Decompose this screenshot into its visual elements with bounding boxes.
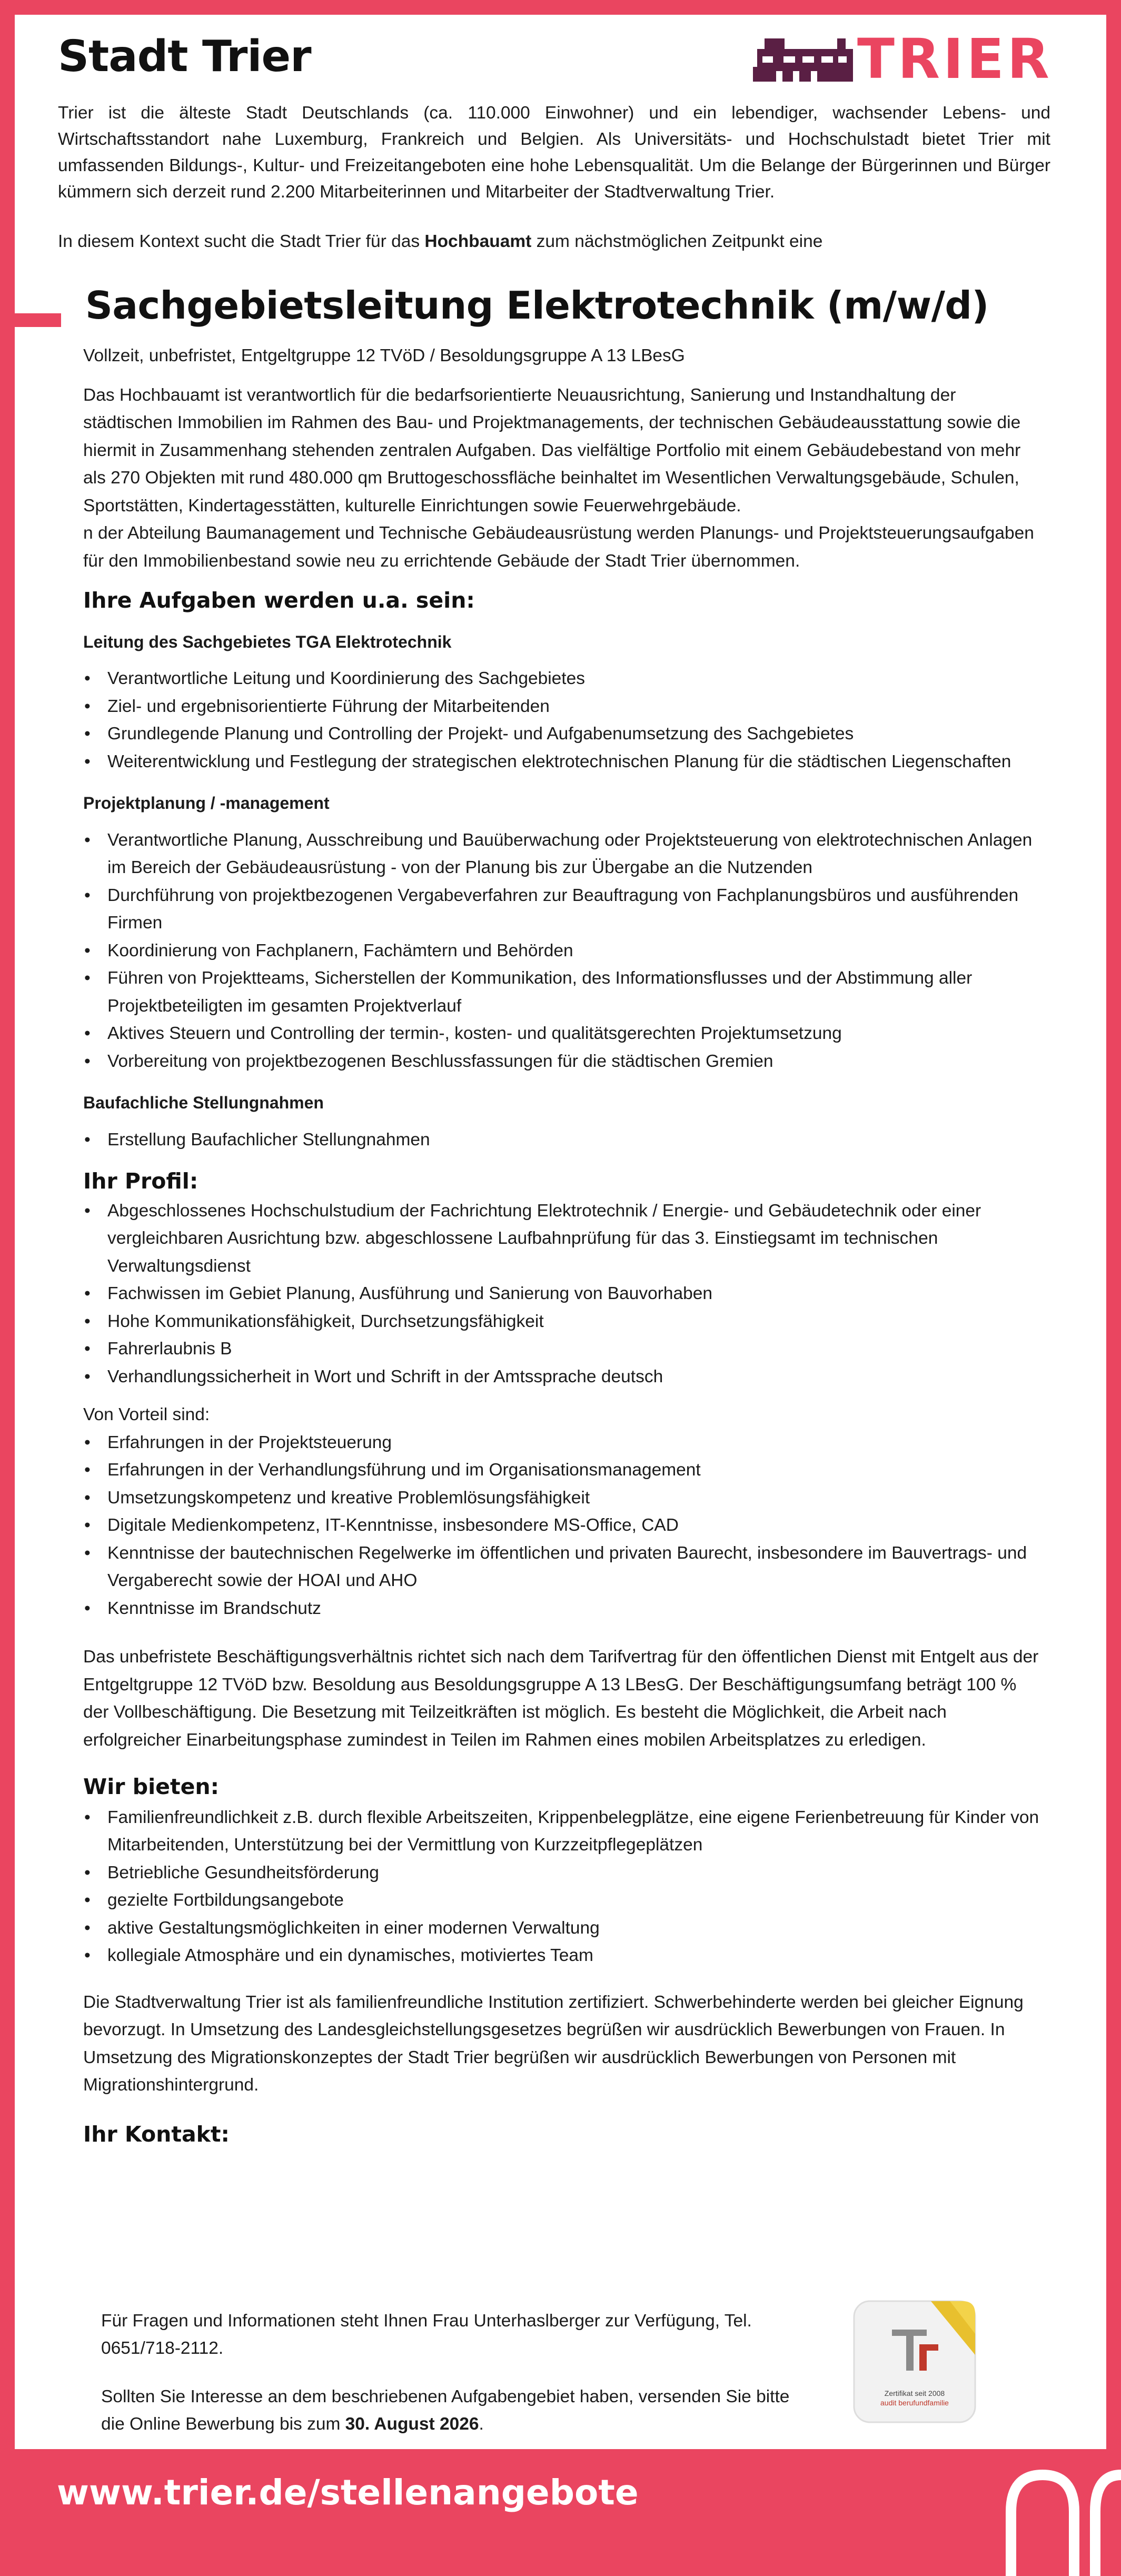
advantage-label: Von Vorteil sind: [83,1405,210,1424]
list-item: • Vorbereitung von projektbezogenen Beschlussfassungen für die städtischen Gremien [83,1048,1041,1076]
tasks-group-heading: Baufachliche Stellungnahmen [83,1093,324,1112]
profile-list [83,1197,1041,1391]
list-item: • Kenntnisse der bautechnischen Regelwerke im öffentlichen und privaten Baurecht, insbesondere im Bauvertrags- und Vergaberecht sowie der HOAI und AHO [83,1540,1041,1595]
department-name: Hochbauamt [424,232,532,251]
job-description: Das Hochbauamt ist verantwortlich für die bedarfsorientierte Neuausrichtung, Sanierung und Instandhaltung der städtischen Immobilien im Rahmen des Bau- und Projektmanagements, der technischen Gebäudeausstattung sowie die hiermit in Zusammenhang stehenden zentralen Aufgaben. Das vielfältige Portfolio mit einem Gebäudebestand von mehr als 270 Objekten mit rund 480.000 qm Bruttogeschossfläche beinhaltet im Wesentlichen Verwaltungsgebäude, Schulen, Sportstätten, Kindertagesstätten, kulturelle Einrichtungen sowie Feuerwehrgebäude. [83,385,1021,516]
list-item: • Hohe Kommunikationsfähigkeit, Durchsetzungsfähigkeit [83,1308,1041,1336]
equality-statement: Die Stadtverwaltung Trier ist als familienfreundliche Institution zertifiziert. Schwerbehinderte werden bei gleicher Eignung bevorzugt. In Umsetzung des Landesgleichstellungsgesetzes begrüßen wir ausdrücklich Bewerbungen von Frauen. In Umsetzung des Migrationskonzeptes der Stadt Trier begrüßen wir ausdrücklich Bewerbungen von Personen mit Migrationshintergrund. [83,1992,1024,2095]
list-item: • gezielte Fortbildungsangebote [83,1887,1041,1915]
career-page-link[interactable]: www.trier.de/stellenangebote [57,2472,639,2513]
tasks-list-project [83,827,1041,1076]
tasks-group-heading: Projektplanung / -management [83,794,330,813]
advantage-list [83,1429,1041,1623]
intro-search-sentence: In diesem Kontext sucht die Stadt Trier für das Hochbauamt zum nächstmöglichen Zeitpunkt eine [58,232,823,251]
list-item: • Erstellung Baufachlicher Stellungnahmen [83,1126,1041,1154]
certificate-line-2: audit berufundfamilie [880,2399,949,2407]
title-accent-bar [0,313,61,327]
tasks-list-leadership [83,665,1041,776]
list-item: • Verhandlungssicherheit in Wort und Schrift in der Amtssprache deutsch [83,1363,1041,1391]
contact-info: Für Fragen und Informationen steht Ihnen Frau Unterhaslberger zur Verfügung, Tel. 0651/718-2112. [101,2311,752,2358]
porta-nigra-icon [753,29,853,87]
tasks-group-heading: Leitung des Sachgebietes TGA Elektrotechnik [83,632,452,651]
list-item: • Führen von Projektteams, Sicherstellen der Kommunikation, des Informationsflusses und der Abstimmung aller Projektbeteiligten im gesamten Projektverlauf [83,965,1041,1020]
list-item: • Betriebliche Gesundheitsförderung [83,1859,1041,1887]
list-item: • Erfahrungen in der Projektsteuerung [83,1429,1041,1457]
offer-heading: Wir bieten: [83,1774,219,1799]
certificate-seal-icon [852,2297,981,2426]
list-item: • Ziel- und ergebnisorientierte Führung der Mitarbeitenden [83,693,1041,721]
list-item: • Digitale Medienkompetenz, IT-Kenntnisse, insbesondere MS-Office, CAD [83,1512,1041,1540]
job-details [83,342,1041,2162]
application-deadline: 30. August 2026 [345,2414,479,2434]
list-item: • Erfahrungen in der Verhandlungsführung und im Organisationsmanagement [83,1457,1041,1484]
tasks-heading: Ihre Aufgaben werden u.a. sein: [83,588,475,613]
job-description-department: n der Abteilung Baumanagement und Technische Gebäudeausrüstung werden Planungs- und Projektsteuerungsaufgaben für den Immobilienbestand sowie neu zu errichtende Gebäude der Stadt Trier übernommen. [83,523,1034,571]
list-item: • kollegiale Atmosphäre und ein dynamisches, motiviertes Team [83,1942,1041,1970]
list-item: • Verantwortliche Leitung und Koordinierung des Sachgebietes [83,665,1041,693]
list-item: • Kenntnisse im Brandschutz [83,1595,1041,1623]
tasks-list-statements [83,1126,1041,1154]
list-item: • Verantwortliche Planung, Ausschreibung und Bauüberwachung oder Projektsteuerung von elektrotechnischen Anlagen im Bereich der Gebäudeausrüstung - von der Planung bis zur Übergabe an die Nutzenden [83,827,1041,882]
logo-wordmark: TRIER [857,27,1053,91]
contact-section [101,2307,817,2459]
list-item: • Aktives Steuern und Controlling der termin-, kosten- und qualitätsgerechten Projektumsetzung [83,1020,1041,1048]
list-item: • aktive Gestaltungsmöglichkeiten in einer modernen Verwaltung [83,1915,1041,1943]
list-item: • Fahrerlaubnis B [83,1335,1041,1363]
contact-heading: Ihr Kontakt: [83,2121,230,2147]
organization-name: Stadt Trier [58,32,311,82]
intro-paragraph: Trier ist die älteste Stadt Deutschlands (ca. 110.000 Einwohner) und ein lebendiger, wachsender Lebens- und Wirtschaftsstandort nahe Luxemburg, Frankreich und Belgien. Als Universitäts- und Hochschulstadt bietet Trier mit umfassenden Bildungs-, Kultur- und Freizeitangeboten eine hohe Lebensqualität. Um die Belange der Bürgerinnen und Bürger kümmern sich derzeit rund 2.200 Mitarbeiterinnen und Mitarbeiter der Stadtverwaltung Trier. [58,103,1050,202]
employment-terms: Das unbefristete Beschäftigungsverhältnis richtet sich nach dem Tarifvertrag für den öffentlichen Dienst mit Entgelt aus der Entgeltgruppe 12 TVöD bzw. Besoldung aus Besoldungsgruppe A 13 LBesG. Der Beschäftigungsumfang beträgt 100 % der Vollbeschäftigung. Die Besetzung mit Teilzeitkräften ist möglich. Es besteht die Möglichkeit, die Arbeit nach erfolgreicher Einarbeitungsphase zumindest in Teilen im Rahmen eines mobilen Arbeitsplatzes zu erledigen. [83,1647,1039,1750]
family-audit-certificate [852,2297,981,2426]
list-item: • Familienfreundlichkeit z.B. durch flexible Arbeitszeiten, Krippenbelegplätze, eine eigene Ferienbetreuung für Kinder von Mitarbeitenden, Unterstützung bei der Vermittlung von Kurzzeitpflegeplätzen [83,1804,1041,1859]
list-item: • Koordinierung von Fachplanern, Fachämtern und Behörden [83,937,1041,965]
job-subtitle: Vollzeit, unbefristet, Entgeltgruppe 12 TVöD / Besoldungsgruppe A 13 LBesG [83,346,685,365]
list-item: • Weiterentwicklung und Festlegung der strategischen elektrotechnischen Planung für die städtischen Liegenschaften [83,748,1041,776]
job-title: Sachgebietsleitung Elektrotechnik (m/w/d) [85,283,989,328]
list-item: • Abgeschlossenes Hochschulstudium der Fachrichtung Elektrotechnik / Energie- und Gebäudetechnik oder einer vergleichbaren Ausrichtung bzw. abgeschlossene Laufbahnprüfung für das 3. Einstiegsamt im technischen Verwaltungsdienst [83,1197,1041,1281]
list-item: • Umsetzungskompetenz und kreative Problemlösungsfähigkeit [83,1484,1041,1512]
profile-heading: Ihr Profil: [83,1168,199,1194]
intro-section [58,100,1050,278]
list-item: • Grundlegende Planung und Controlling der Projekt- und Aufgabenumsetzung des Sachgebietes [83,720,1041,748]
trier-logo [753,27,1053,91]
list-item: • Durchführung von projektbezogenen Vergabeverfahren zur Beauftragung von Fachplanungsbüros und ausführenden Firmen [83,882,1041,937]
arch-decoration-icon [990,2454,1121,2576]
application-note: Sollten Sie Interesse an dem beschriebenen Aufgabengebiet haben, versenden Sie bitte die Online Bewerbung bis zum 30. August 2026. [101,2387,790,2434]
list-item: • Fachwissen im Gebiet Planung, Ausführung und Sanierung von Bauvorhaben [83,1280,1041,1308]
offer-list [83,1804,1041,1970]
certificate-line-1: Zertifikat seit 2008 [884,2389,945,2397]
